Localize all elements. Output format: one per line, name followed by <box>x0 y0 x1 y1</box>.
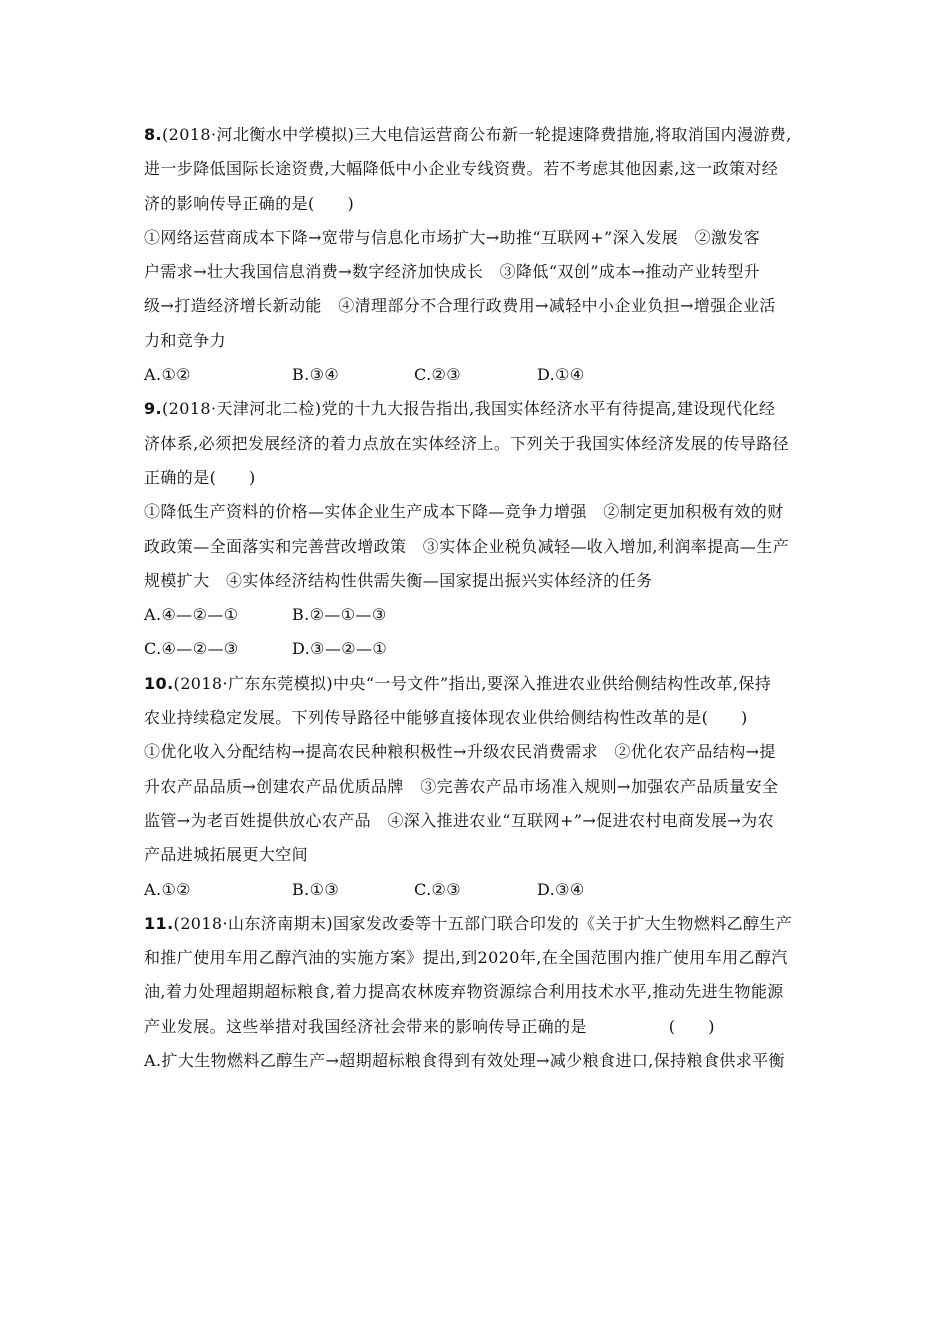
answer-options-row <box>144 598 814 632</box>
question-text: 监管→为老百姓提供放心农产品 ④深入推进农业“互联网+”→促进农村电商发展→为农 <box>144 810 774 830</box>
answer-option[interactable]: C.②③ <box>414 879 462 899</box>
question-text: ①优化收入分配结构→提高农民种粮积极性→升级农民消费需求 ②优化农产品结构→提 <box>144 742 776 762</box>
question-text: 产品进城拓展更大空间 <box>144 845 309 865</box>
question-text: (2018·山东济南期末)国家发改委等十五部门联合印发的《关于扩大生物燃料乙醇生产 <box>173 913 793 933</box>
question-text: 正确的是( ) <box>144 467 256 487</box>
question-10 <box>144 667 814 907</box>
question-11 <box>144 907 814 1078</box>
question-stem-first-line <box>144 118 814 152</box>
question-stem-first-line <box>144 392 814 426</box>
question-number: 10. <box>144 673 174 693</box>
question-text-line <box>144 735 814 769</box>
question-text-line <box>144 838 814 872</box>
answer-option[interactable]: A.④—②—① <box>144 605 239 625</box>
answer-options-row <box>144 632 814 666</box>
question-text-line <box>144 461 814 495</box>
answer-option[interactable]: B.①③ <box>292 879 340 899</box>
question-text-line <box>144 152 814 186</box>
question-text: 规模扩大 ④实体经济结构性供需失衡—国家提出振兴实体经济的任务 <box>144 570 653 590</box>
answer-options-row <box>144 358 814 392</box>
question-text: 济体系,必须把发展经济的着力点放在实体经济上。下列关于我国实体经济发展的传导路径 <box>144 433 790 453</box>
question-text: ①网络运营商成本下降→宽带与信息化市场扩大→助推“互联网+”深入发展 ②激发客 <box>144 227 761 247</box>
question-stem-first-line <box>144 907 814 941</box>
question-text-line <box>144 495 814 529</box>
question-text-line <box>144 1044 814 1078</box>
answer-option[interactable]: B.②—①—③ <box>292 605 387 625</box>
question-stem-first-line <box>144 667 814 701</box>
question-text-line <box>144 1010 814 1044</box>
question-text-line <box>144 221 814 255</box>
question-text-line <box>144 289 814 323</box>
question-text: (2018·天津河北二检)党的十九大报告指出,我国实体经济水平有待提高,建设现代化经 <box>162 399 776 419</box>
question-9 <box>144 392 814 666</box>
question-text-line <box>144 804 814 838</box>
question-text: 力和竞争力 <box>144 330 227 350</box>
answer-option[interactable]: D.③—②—① <box>292 639 388 659</box>
question-text-line <box>144 427 814 461</box>
question-text: 济的影响传导正确的是( ) <box>144 193 355 213</box>
answer-option[interactable]: D.③④ <box>537 879 585 899</box>
question-number: 8. <box>144 125 163 144</box>
answer-option[interactable]: C.②③ <box>414 365 462 385</box>
question-text: ①降低生产资料的价格—实体企业生产成本下降—竞争力增强 ②制定更加积极有效的财 <box>144 502 784 522</box>
answer-option[interactable]: A.①② <box>144 365 191 385</box>
question-text: 产业发展。这些举措对我国经济社会带来的影响传导正确的是 ( ) <box>144 1016 715 1036</box>
question-text: 升农产品品质→创建农产品优质品牌 ③完善农产品市场准入规则→加强农产品质量安全 <box>144 776 779 796</box>
question-text: (2018·广东东莞模拟)中央“一号文件”指出,要深入推进农业供给侧结构性改革,保持 <box>173 673 772 693</box>
question-text-line <box>144 324 814 358</box>
question-text-line <box>144 255 814 289</box>
answer-options-row <box>144 873 814 907</box>
question-text: 油,着力处理超期超标粮食,着力提高农林废弃物资源综合利用技术水平,推动先进生物能源 <box>144 982 784 1002</box>
question-number: 9. <box>144 399 163 419</box>
answer-option[interactable]: A.①② <box>144 879 191 899</box>
answer-option[interactable]: C.④—②—③ <box>144 639 239 659</box>
question-text-line <box>144 530 814 564</box>
question-text: 级→打造经济增长新动能 ④清理部分不合理行政费用→减轻中小企业负担→增强企业活 <box>144 296 776 316</box>
answer-option[interactable]: B.③④ <box>292 365 340 385</box>
question-text-line <box>144 770 814 804</box>
answer-option[interactable]: D.①④ <box>537 365 585 385</box>
question-text-line <box>144 701 814 735</box>
question-8 <box>144 118 814 392</box>
question-number: 11. <box>144 913 174 933</box>
question-text: 户需求→壮大我国信息消费→数字经济加快成长 ③降低“双创”成本→推动产业转型升 <box>144 262 761 282</box>
question-text: 政政策—全面落实和完善营改增政策 ③实体企业税负减轻—收入增加,利润率提高—生产 <box>144 536 790 556</box>
question-text: 农业持续稳定发展。下列传导路径中能够直接体现农业供给侧结构性改革的是( ) <box>144 708 748 728</box>
question-text: A.扩大生物燃料乙醇生产→超期超标粮食得到有效处理→减少粮食进口,保持粮食供求平衡 <box>144 1051 785 1071</box>
question-list <box>144 118 814 1078</box>
question-text-line <box>144 975 814 1009</box>
question-text: 和推广使用车用乙醇汽油的实施方案》提出,到2020年,在全国范围内推广使用车用乙醇汽 <box>144 948 788 968</box>
question-text-line <box>144 564 814 598</box>
question-text-line <box>144 187 814 221</box>
question-text: 进一步降低国际长途资费,大幅降低中小企业专线资费。若不考虑其他因素,这一政策对经 <box>144 159 779 179</box>
question-text: (2018·河北衡水中学模拟)三大电信运营商公布新一轮提速降费措施,将取消国内漫游费, <box>162 125 792 144</box>
question-text-line <box>144 941 814 975</box>
